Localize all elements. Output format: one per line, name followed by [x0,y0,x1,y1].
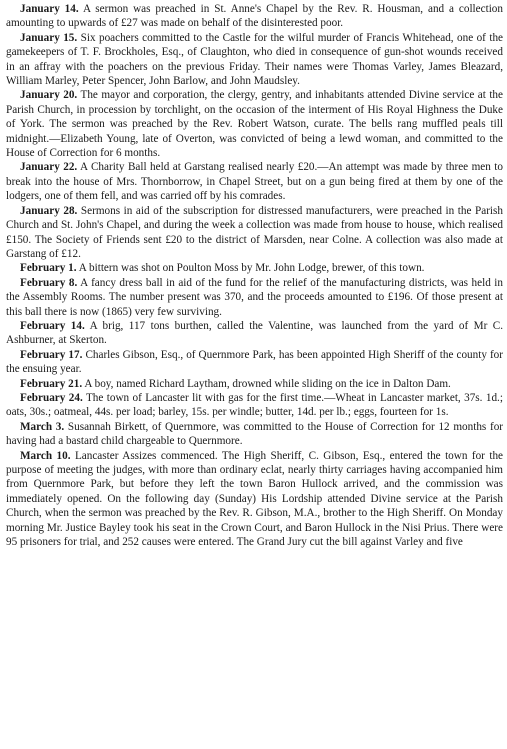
chronicle-entry-march-3 [6,420,503,449]
entry-date: March 3. [20,420,65,433]
entry-text: Sermons in aid of the subscription for distressed manufacturers, were preached in the Parish Church and St. John's Chapel, and during the week a collection was made from house to house, which realised £150. The Society of Friends sent £20 to the district of Marsden, near Colne. A collection was also made at Garstang of £12. [6,204,503,260]
chronicle-entry-january-22 [6,160,503,203]
chronicle-entry-february-1 [6,261,503,275]
entry-text: A bittern was shot on Poulton Moss by Mr. John Lodge, brewer, of this town. [78,262,425,275]
entry-text: A sermon was preached in St. Anne's Chapel by the Rev. R. Housman, and a collection amounting to upwards of £27 was made on behalf of the disinterested poor. [6,3,503,30]
entry-text: Susannah Birkett, of Quernmore, was committed to the House of Correction for 12 months for having had a bastard child chargeable to Quernmore. [6,420,504,448]
entry-date: February 17. [20,348,83,361]
entry-date: January 15. [20,31,78,44]
entry-text: The mayor and corporation, the clergy, gentry, and inhabitants attended Divine service at the Parish Church, in procession by torchlight, on the occasion of the interment of His Royal Highness the Duke of York. The sermon was preached by the Rev. Robert Watson, curate. The bells rang muffled peals till midnight.—Elizabeth Young, late of Overton, was convicted of being a lewd woman, and committed to the House of Correction for 6 months. [6,89,503,160]
chronicle-entry-february-8 [6,276,503,319]
entry-date: February 14. [20,319,85,332]
entry-text: A Charity Ball held at Garstang realised nearly £20.—An attempt was made by three men to break into the house of Mrs. Thornborrow, in Chapel Street, but on a gun being fired at them by one of the lodgers, one of them fell, and was carried off by his comrades. [6,161,503,203]
entry-date: January 20. [20,89,78,102]
entry-date: February 24. [20,391,83,404]
entry-text: A fancy dress ball in aid of the fund for the relief of the manufacturing districts, was held in the Assembly Rooms. The number present was 370, and the proceeds amounted to £196. Of those present at this ball there is now (1865) very few surviving. [6,276,503,318]
chronicle-entry-january-28 [6,204,503,262]
entry-date: March 10. [20,449,71,462]
entry-text: A boy, named Richard Laytham, drowned while sliding on the ice in Dalton Dam. [84,377,451,390]
entry-date: February 1. [20,262,77,275]
chronicle-entry-february-14 [6,319,503,348]
entry-date: February 21. [20,377,83,390]
chronicle-entry-march-10 [6,449,503,550]
entry-date: January 14. [20,3,79,15]
entry-text: Six poachers committed to the Castle for the wilful murder of Francis Whitehead, one of the gamekeepers of T. F. Brockholes, Esq., of Claughton, who died in consequence of gun-shot wounds received in an affray with the poachers on the previous Friday. Their names were Thomas Varley, James Bleazard, William Marley, Peter Spencer, John Barlow, and John Maudsley. [6,31,503,88]
entry-date: January 22. [20,161,78,174]
chronicle-entry-february-24 [6,391,503,420]
chronicle-entry-january-20 [6,88,503,160]
entry-text: Lancaster Assizes commenced. The High Sheriff, C. Gibson, Esq., entered the town for the purpose of meeting the judges, with more than ordinary eclat, nearly thirty carriages having accompanied him from Quernmore Park, but before they left the town Baron Hullock arrived, and the commission was immediately opened. On the following day (Sunday) His Lordship attended Divine service at the Parish Church, when the sermon was preached by the Rev. R. Gibson, M.A., brother to the High Sheriff. On Monday morning Mr. Justice Bayley took his seat in the Crown Court, and Baron Hullock in the Nisi Prius. There were 95 prisoners for trial, and 252 causes were entered. The Grand Jury cut the bill against Varley and five [6,449,504,549]
entry-text: The town of Lancaster lit with gas for the first time.—Wheat in Lancaster market, 37s. 1d.; oats, 30s.; oatmeal, 44s. per load; barley, 15s. per windle; butter, 14d. per lb.; eggs, fourteen for 1s. [6,391,503,419]
chronicle-entry-january-15 [6,31,503,89]
entry-date: February 8. [20,276,78,289]
entry-text: Charles Gibson, Esq., of Quernmore Park, has been appointed High Sheriff of the county for the ensuing year. [6,348,504,376]
chronicle-entry-february-17 [6,348,503,377]
chronicle-entry-january-14 [6,2,503,31]
chronicle-entry-february-21 [6,377,503,391]
entry-date: January 28. [20,204,78,217]
entry-text: A brig, 117 tons burthen, called the Valentine, was launched from the yard of Mr C. Ashburner, at Skerton. [6,319,503,347]
